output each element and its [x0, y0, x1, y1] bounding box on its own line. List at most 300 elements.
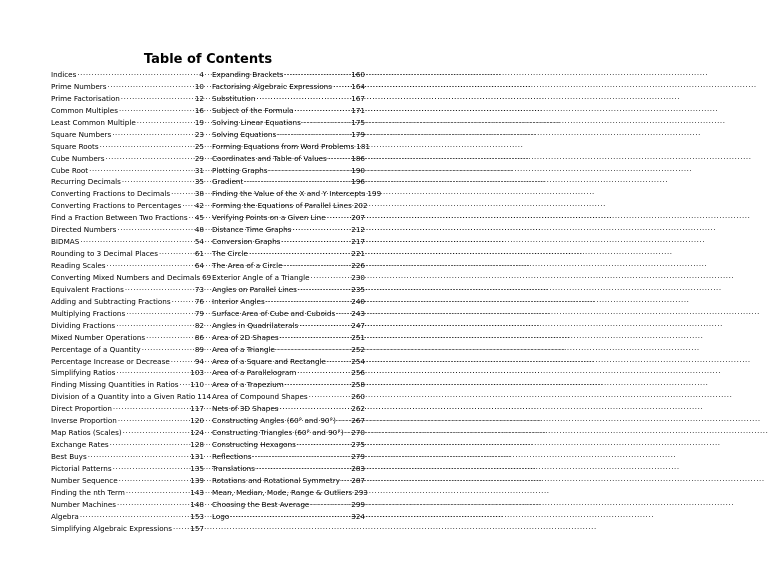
toc-entry[interactable] [51, 153, 204, 165]
dot-leader [108, 81, 194, 89]
toc-entry-page-number: 243 [351, 308, 365, 318]
dot-leader [171, 188, 194, 196]
toc-entry[interactable] [212, 224, 365, 236]
toc-entry-label: Division of a Quantity into a Given Ratio [51, 392, 196, 402]
dot-leader [123, 427, 190, 435]
toc-entry-label: Constructing Triangles (60° and 90°) [212, 428, 344, 438]
toc-entry-label: Area of Compound Shapes [212, 392, 308, 402]
toc-entry-page-number: 103 [190, 368, 204, 378]
toc-entry-page-number: 275 [351, 440, 365, 450]
toc-entry-label: Expanding Brackets [212, 70, 284, 79]
toc-entry-label: Recurring Decimals [51, 177, 121, 187]
toc-entry[interactable] [51, 212, 204, 224]
toc-entry-page-number: 199 [367, 189, 382, 199]
toc-entry-label: Finding the nth Term [51, 487, 125, 497]
toc-entry[interactable] [51, 296, 204, 308]
toc-entry-label: Subject of the Formula [212, 105, 294, 115]
toc-entry-label: Solving Linear Equations [212, 117, 301, 127]
dot-leader [142, 344, 194, 352]
toc-entry-page-number: 299 [351, 499, 365, 509]
toc-entry-label: Directed Numbers [51, 225, 117, 235]
toc-entry-label: Constructing Hexagons [212, 440, 296, 450]
toc-entry[interactable] [51, 320, 204, 332]
toc-entry[interactable] [51, 129, 204, 141]
dot-leader [276, 344, 350, 352]
toc-entry[interactable] [212, 475, 365, 487]
toc-entry-page-number: 23 [194, 129, 204, 139]
toc-entry-page-number: 212 [351, 225, 365, 235]
toc-entry-label: Solving Equations [212, 129, 277, 139]
toc-entry[interactable] [212, 296, 365, 308]
toc-entry-label: Inverse Proportion [51, 416, 117, 426]
toc-entry[interactable] [212, 236, 365, 248]
dot-leader [295, 105, 351, 113]
toc-entry[interactable] [212, 379, 365, 391]
toc-entry-label: Verifying Points on a Given Line [212, 213, 326, 223]
dot-leader [122, 176, 194, 184]
dot-leader [77, 69, 198, 77]
toc-entry-page-number: 186 [351, 153, 365, 163]
toc-entry-page-number: 19 [194, 117, 204, 127]
toc-entry[interactable] [212, 141, 370, 153]
toc-entry-page-number: 25 [194, 141, 204, 151]
toc-entry-label: Angles in Quadrilaterals [212, 320, 299, 330]
dot-leader [172, 296, 194, 304]
toc-entry[interactable] [212, 284, 365, 296]
toc-entry-page-number: 252 [351, 344, 365, 354]
toc-entry[interactable] [51, 499, 204, 511]
toc-entry[interactable] [212, 320, 365, 332]
dot-leader [89, 165, 194, 173]
toc-entry[interactable] [212, 403, 365, 415]
toc-entry-label: Multiplying Fractions [51, 308, 126, 318]
toc-entry-label: Forming Equations from Word Problems [212, 141, 355, 151]
toc-entry-page-number: 247 [351, 320, 365, 330]
dot-leader [146, 332, 194, 340]
toc-left-column [51, 69, 212, 535]
toc-entry-page-number: 226 [351, 261, 365, 270]
toc-entry-label: Converting Fractions to Decimals [51, 189, 171, 199]
toc-entry[interactable] [51, 523, 204, 535]
toc-entry[interactable] [212, 93, 365, 105]
toc-entry-label: Direct Proportion [51, 404, 112, 414]
toc-entry-page-number: 157 [190, 523, 204, 533]
toc-entry-label: Best Buys [51, 452, 87, 461]
dot-leader [112, 129, 194, 137]
toc-entry[interactable] [212, 188, 382, 200]
toc-entry[interactable] [212, 367, 365, 379]
toc-entry[interactable] [51, 236, 204, 248]
dot-leader [117, 499, 189, 507]
toc-entry[interactable] [212, 344, 365, 356]
toc-entry-page-number: 260 [351, 392, 365, 402]
toc-entry[interactable] [212, 499, 365, 511]
dot-leader [119, 105, 194, 113]
toc-entry-label: Converting Fractions to Percentages [51, 201, 182, 211]
toc-entry-label: Nets of 3D Shapes [212, 404, 279, 414]
dot-leader [256, 463, 350, 471]
dot-leader [80, 236, 194, 244]
dot-leader [105, 153, 193, 161]
toc-entry-page-number: 94 [194, 356, 204, 366]
toc-entry-page-number: 287 [351, 475, 365, 485]
toc-entry-page-number: 164 [351, 81, 365, 91]
toc-entry[interactable] [51, 188, 204, 200]
toc-entry[interactable] [212, 427, 365, 439]
dot-leader [116, 320, 194, 328]
toc-entry-page-number: 29 [194, 153, 204, 163]
toc-entry[interactable] [212, 200, 368, 212]
toc-entry-label: Finding the Value of the X and Y Intercepts [212, 189, 366, 199]
toc-entry-page-number: 73 [194, 284, 204, 294]
toc-entry-page-number: 120 [190, 416, 204, 426]
toc-entry-page-number: 114 [197, 392, 212, 402]
dot-leader [311, 272, 351, 280]
toc-entry-label: Constructing Angles (60° and 90°) [212, 416, 336, 426]
toc-entry-page-number: 324 [351, 511, 365, 521]
dot-leader [125, 284, 194, 292]
toc-entry[interactable] [51, 105, 204, 117]
dot-leader [292, 224, 350, 232]
dot-leader [297, 367, 350, 375]
toc-entry-label: Coordinates and Table of Values [212, 153, 327, 163]
dot-leader [171, 356, 194, 364]
toc-entry[interactable] [51, 117, 204, 129]
dot-leader [88, 451, 190, 459]
toc-entry-label: Gradient [212, 177, 244, 187]
toc-entry-label: Mixed Number Operations [51, 332, 146, 342]
toc-entry-page-number: 279 [351, 452, 365, 461]
toc-entry-page-number: 117 [190, 404, 204, 414]
toc-entry[interactable] [212, 176, 365, 188]
dot-leader [297, 439, 350, 447]
toc-entry-label: Exchange Rates [51, 440, 109, 450]
dot-leader [126, 308, 194, 316]
toc-entry-label: Forming the Equations of Parallel Lines [212, 201, 352, 211]
dot-leader [159, 248, 194, 256]
dot-leader [299, 320, 350, 328]
toc-entry[interactable] [51, 487, 204, 499]
dot-leader [284, 260, 351, 268]
toc-entry-page-number: 148 [190, 499, 204, 509]
dot-leader [269, 165, 351, 173]
dot-leader [309, 391, 351, 399]
toc-entry-page-number: 240 [351, 296, 365, 306]
toc-entry-label: Cube Numbers [51, 153, 105, 163]
dot-leader [266, 296, 351, 304]
toc-entry[interactable] [51, 81, 204, 93]
toc-entry-label: The Area of a Circle [212, 261, 283, 270]
toc-entry-page-number: 254 [351, 356, 365, 366]
toc-entry-label: Finding Missing Quantities in Ratios [51, 380, 179, 390]
toc-entry[interactable] [51, 427, 204, 439]
toc-entry[interactable] [212, 332, 365, 344]
dot-leader [281, 236, 350, 244]
toc-entry-page-number: 217 [351, 237, 365, 247]
toc-entry-label: Square Numbers [51, 129, 112, 139]
toc-entry-label: Reflections [212, 452, 252, 461]
toc-entry[interactable] [212, 356, 365, 368]
toc-entry-label: Rounding to 3 Decimal Places [51, 249, 158, 259]
toc-entry-label: Indices [51, 70, 77, 79]
dot-leader [116, 367, 189, 375]
toc-entry-page-number: 128 [190, 440, 204, 450]
toc-entry-label: Number Machines [51, 499, 116, 509]
toc-entry-page-number: 76 [194, 296, 204, 306]
toc-entry-page-number: 179 [351, 129, 365, 139]
toc-entry-page-number: 207 [351, 213, 365, 223]
dot-leader [277, 129, 350, 137]
dot-leader [117, 224, 193, 232]
toc-entry[interactable] [51, 141, 204, 153]
toc-entry-label: Area of a Trapezium [212, 380, 284, 390]
dot-leader [100, 141, 194, 149]
toc-entry[interactable] [212, 212, 365, 224]
toc-entry-label: Distance Time Graphs [212, 225, 292, 235]
toc-entry[interactable] [212, 165, 365, 177]
dot-leader [118, 415, 189, 423]
toc-entry[interactable] [51, 511, 204, 523]
toc-entry-page-number: 38 [194, 189, 204, 199]
toc-entry-page-number: 135 [190, 463, 204, 473]
dot-leader [280, 403, 351, 411]
toc-entry[interactable] [51, 284, 204, 296]
toc-entry-label: Conversion Graphs [212, 237, 281, 247]
dot-leader [230, 511, 350, 519]
toc-entry-label: Mean, Median, Mode, Range & Outliers [212, 487, 353, 497]
toc-entry[interactable] [51, 248, 204, 260]
toc-entry-page-number: 61 [194, 249, 204, 259]
toc-entry-page-number: 82 [194, 320, 204, 330]
toc-entry-label: Rotations and Rotational Symmetry [212, 475, 340, 485]
dot-leader [337, 415, 350, 423]
toc-entry-page-number: 31 [194, 165, 204, 175]
toc-entry-label: Algebra [51, 511, 79, 521]
toc-entry-page-number: 256 [351, 368, 365, 378]
toc-entry[interactable] [212, 511, 365, 523]
toc-entry-page-number: 283 [351, 463, 365, 473]
dot-leader [327, 212, 351, 220]
toc-entry-page-number: 196 [351, 177, 365, 187]
toc-entry-page-number: 221 [351, 249, 365, 259]
toc-entry-page-number: 45 [194, 213, 204, 223]
toc-entry-label: Common Multiples [51, 105, 118, 115]
dot-leader [126, 487, 189, 495]
toc-entry-page-number: 153 [190, 511, 204, 521]
toc-entry-page-number: 124 [190, 428, 204, 438]
dot-leader [119, 475, 190, 483]
toc-entry[interactable] [212, 487, 368, 499]
dot-leader [80, 511, 189, 519]
toc-entry[interactable] [212, 272, 365, 284]
dot-leader [244, 176, 350, 184]
toc-entry-page-number: 230 [351, 272, 365, 282]
toc-entry-label: Square Roots [51, 141, 99, 151]
toc-entry[interactable] [212, 439, 365, 451]
toc-entry[interactable] [51, 475, 204, 487]
toc-entry-label: Area of a Triangle [212, 344, 275, 354]
toc-entry[interactable] [212, 451, 365, 463]
dot-leader [284, 69, 350, 77]
toc-entry-label: Dividing Fractions [51, 320, 116, 330]
toc-right-column [212, 69, 382, 523]
toc-entry-page-number: 10 [194, 81, 204, 91]
toc-entry-page-number: 293 [354, 487, 368, 497]
dot-leader [110, 439, 190, 447]
toc-entry[interactable] [51, 344, 204, 356]
toc-entry-label: Pictorial Patterns [51, 463, 112, 473]
toc-entry[interactable] [212, 129, 365, 141]
dot-leader [107, 260, 194, 268]
toc-entry-page-number: 235 [351, 284, 365, 294]
toc-entry-page-number: 190 [351, 165, 365, 175]
toc-entry-page-number: 143 [190, 487, 204, 497]
toc-entry[interactable] [51, 93, 204, 105]
dot-leader [113, 463, 190, 471]
dot-leader [137, 117, 194, 125]
toc-entry-label: Equivalent Fractions [51, 284, 124, 294]
toc-entry-page-number: 251 [351, 332, 365, 342]
dot-leader [280, 332, 351, 340]
toc-entry[interactable] [51, 463, 204, 475]
toc-entry[interactable] [51, 439, 204, 451]
toc-entry[interactable] [212, 69, 365, 81]
toc-entry-label: Adding and Subtracting Fractions [51, 296, 171, 306]
toc-entry-label: Prime Factorisation [51, 93, 120, 103]
toc-entry-label: Plotting Graphs [212, 165, 268, 175]
toc-entry[interactable] [51, 391, 212, 403]
toc-entry[interactable] [51, 260, 204, 272]
toc-entry-label: Reading Scales [51, 261, 106, 270]
toc-entry-page-number: 110 [190, 380, 204, 390]
dot-leader [189, 212, 194, 220]
toc-entry[interactable] [51, 403, 204, 415]
toc-entry-page-number: 181 [356, 141, 370, 151]
toc-entry[interactable] [212, 415, 365, 427]
toc-entry[interactable] [51, 165, 204, 177]
dot-leader [121, 93, 194, 101]
toc-entry-label: Simplifying Ratios [51, 368, 116, 378]
toc-entry-label: Factorising Algebraic Expressions [212, 81, 332, 91]
toc-entry[interactable] [212, 308, 365, 320]
toc-entry[interactable] [51, 308, 204, 320]
dot-leader [333, 81, 350, 89]
toc-entry-page-number: 258 [351, 380, 365, 390]
toc-entry-page-number: 167 [351, 93, 365, 103]
toc-entry-page-number: 267 [351, 416, 365, 426]
toc-entry[interactable] [212, 81, 365, 93]
toc-entry-page-number: 139 [190, 475, 204, 485]
toc-entry-page-number: 160 [351, 70, 365, 79]
toc-entry-page-number: 16 [194, 105, 204, 115]
toc-entry-label: Number Sequence [51, 475, 118, 485]
toc-entry-label: Substitution [212, 93, 256, 103]
toc-entry-label: The Circle [212, 249, 248, 259]
toc-entry-label: Surface Area of Cube and Cuboids [212, 308, 336, 318]
toc-entry-page-number: 35 [194, 177, 204, 187]
toc-entry-page-number: 12 [194, 93, 204, 103]
toc-entry-page-number: 270 [351, 428, 365, 438]
toc-entry-page-number: 262 [351, 404, 365, 414]
dot-leader [256, 93, 350, 101]
toc-entry[interactable] [51, 367, 204, 379]
toc-entry[interactable] [51, 356, 204, 368]
dot-leader [249, 248, 350, 256]
toc-entry-label: Prime Numbers [51, 81, 107, 91]
toc-entry-label: Percentage Increase or Decrease [51, 356, 170, 366]
toc-entry[interactable] [51, 272, 212, 284]
toc-entry-page-number: 69 [202, 272, 212, 282]
dot-leader [336, 308, 350, 316]
dot-leader [298, 284, 350, 292]
toc-entry-label: BIDMAS [51, 237, 80, 247]
toc-entry[interactable] [51, 224, 204, 236]
dot-leader [302, 117, 350, 125]
toc-entry-label: Find a Fraction Between Two Fractions [51, 213, 188, 223]
toc-entry-page-number: 202 [353, 201, 368, 211]
dot-leader [328, 153, 350, 161]
page-title: Table of Contents [143, 52, 273, 67]
dot-leader [253, 451, 351, 459]
toc-entry[interactable] [51, 332, 204, 344]
toc-entry-label: Area of a Square and Rectangle [212, 356, 326, 366]
toc-entry-label: Converting Mixed Numbers and Decimals [51, 272, 201, 282]
toc-entry[interactable] [51, 200, 204, 212]
toc-entry[interactable] [51, 69, 204, 81]
toc-entry-page-number: 79 [194, 308, 204, 318]
toc-entry-label: Simplifying Algebraic Expressions [51, 523, 172, 533]
toc-entry-page-number: 64 [194, 261, 204, 270]
toc-entry-label: Map Ratios (Scales) [51, 428, 122, 438]
toc-entry-label: Translations [212, 463, 255, 473]
toc-entry[interactable] [51, 176, 204, 188]
dot-leader [180, 379, 190, 387]
dot-leader [341, 475, 350, 483]
toc-entry-page-number: 89 [194, 344, 204, 354]
toc-entry-label: Choosing the Best Average [212, 499, 310, 509]
toc-entry-label: Cube Root [51, 165, 89, 175]
toc-entry-page-number: 175 [351, 117, 365, 127]
toc-entry-label: Area of 2D Shapes [212, 332, 279, 342]
toc-entry-label: Least Common Multiple [51, 117, 136, 127]
dot-leader [285, 379, 351, 387]
toc-entry[interactable] [212, 117, 365, 129]
toc-entry-page-number: 86 [194, 332, 204, 342]
toc-entry[interactable] [51, 379, 204, 391]
toc-entry[interactable] [212, 260, 365, 272]
toc-entry-label: Logo [212, 511, 230, 521]
toc-entry-page-number: 48 [194, 225, 204, 235]
toc-entry-page-number: 171 [351, 105, 365, 115]
toc-entry[interactable] [212, 391, 365, 403]
toc-entry[interactable] [212, 153, 365, 165]
dot-leader [173, 523, 189, 531]
toc-entry[interactable] [51, 415, 204, 427]
toc-entry-label: Interior Angles [212, 296, 265, 306]
dot-leader [310, 499, 350, 507]
dot-leader [182, 200, 194, 208]
toc-entry-page-number: 4 [199, 70, 204, 79]
toc-entry[interactable] [212, 248, 365, 260]
dot-leader [113, 403, 189, 411]
toc-entry-label: Exterior Angle of a Triangle [212, 272, 310, 282]
toc-entry-page-number: 54 [194, 237, 204, 247]
toc-entry[interactable] [51, 451, 204, 463]
toc-entry[interactable] [212, 105, 365, 117]
dot-leader [345, 427, 351, 435]
toc-entry-page-number: 131 [190, 452, 204, 461]
toc-entry[interactable] [212, 463, 365, 475]
